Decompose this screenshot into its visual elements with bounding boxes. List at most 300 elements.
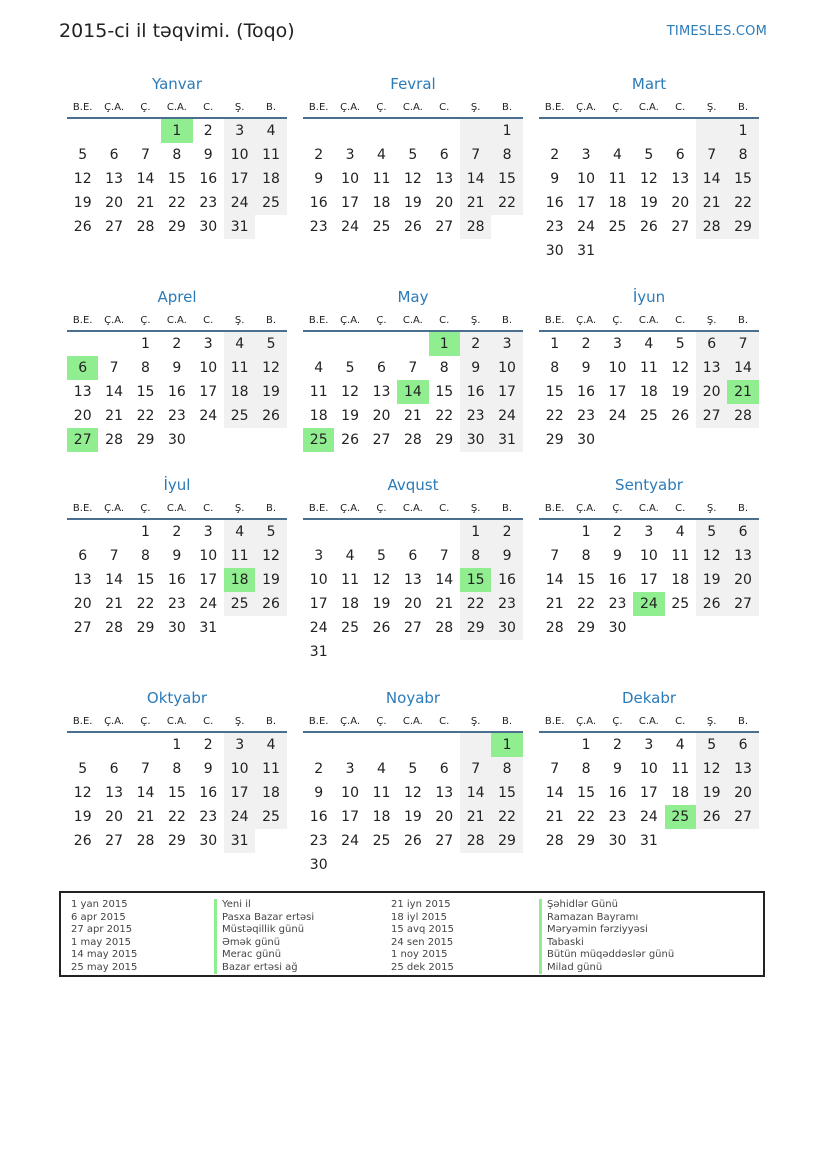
day-cell: 22	[727, 191, 758, 215]
day-cell: 24	[608, 408, 627, 424]
weekday-header: B.	[727, 498, 758, 519]
weekday-header: Ç.A.	[334, 97, 365, 118]
month-name: May	[397, 288, 429, 306]
week-row	[303, 428, 523, 452]
day-cell: 29	[577, 833, 595, 849]
day-cell: 6	[377, 360, 386, 376]
day-cell: 29	[435, 432, 454, 448]
day-cell: 3	[613, 336, 622, 352]
empty-cell	[303, 732, 334, 757]
day-cell: 10	[341, 171, 359, 187]
empty-cell	[429, 853, 460, 877]
day-cell: 15	[491, 781, 522, 805]
day-cell: 13	[435, 785, 454, 801]
day-cell: 28	[460, 829, 491, 853]
week-row	[303, 805, 523, 829]
day-cell: 29	[491, 829, 522, 853]
weekday-header: B.E.	[67, 310, 98, 331]
month-name: Mart	[631, 75, 667, 93]
empty-cell	[665, 239, 696, 263]
week-row	[539, 568, 759, 592]
holiday-day-cell: 27	[67, 428, 98, 452]
empty-cell	[696, 239, 727, 263]
day-cell: 11	[341, 572, 359, 588]
month-name: Avqust	[387, 476, 439, 494]
day-cell: 25	[671, 596, 690, 612]
week-row	[303, 640, 523, 664]
weekday-header: C.A.	[633, 310, 664, 331]
weekday-header: C.	[193, 310, 224, 331]
empty-cell	[366, 118, 397, 143]
day-cell: 31	[224, 215, 255, 239]
day-cell: 20	[671, 195, 690, 211]
day-cell: 29	[545, 432, 564, 448]
holiday-day-cell: 6	[67, 356, 98, 380]
weekday-header: B.	[255, 711, 286, 732]
empty-cell	[665, 829, 696, 853]
empty-cell	[130, 118, 161, 143]
day-cell: 20	[105, 809, 123, 825]
empty-cell	[366, 640, 397, 664]
day-cell: 4	[675, 524, 685, 540]
month-name: Yanvar	[151, 75, 203, 93]
holiday-name: Əmək günü	[214, 937, 314, 950]
day-cell: 24	[341, 219, 359, 235]
empty-cell	[255, 428, 286, 452]
day-cell: 16	[460, 380, 491, 404]
day-cell: 10	[577, 171, 595, 187]
day-cell: 26	[255, 592, 286, 616]
empty-cell	[98, 118, 129, 143]
week-row	[539, 404, 759, 428]
month-name: Noyabr	[385, 689, 441, 707]
day-cell: 12	[255, 356, 286, 380]
weekday-header: B.E.	[539, 711, 570, 732]
weekday-header: C.	[665, 97, 696, 118]
day-cell: 10	[639, 761, 658, 777]
month-name: Dekabr	[621, 689, 677, 707]
day-cell: 12	[341, 384, 359, 400]
empty-cell	[98, 519, 129, 544]
day-cell: 5	[78, 761, 88, 777]
day-cell: 25	[608, 219, 627, 235]
week-row	[539, 239, 759, 263]
day-cell: 11	[608, 171, 627, 187]
day-cell: 19	[372, 596, 391, 612]
weekday-header: C.A.	[161, 97, 192, 118]
weekday-header: Ç.	[130, 498, 161, 519]
month-table	[67, 498, 287, 640]
day-cell: 9	[460, 356, 491, 380]
week-row	[67, 781, 287, 805]
day-cell: 8	[581, 548, 591, 564]
day-cell: 27	[696, 404, 727, 428]
day-cell: 11	[671, 761, 690, 777]
week-row	[67, 544, 287, 568]
day-cell: 20	[727, 781, 758, 805]
week-row	[67, 167, 287, 191]
day-cell: 20	[727, 568, 758, 592]
day-cell: 2	[613, 737, 622, 753]
week-row	[67, 404, 287, 428]
day-cell: 18	[372, 195, 391, 211]
day-cell: 2	[613, 524, 622, 540]
day-cell: 7	[696, 143, 727, 167]
empty-cell	[303, 519, 334, 544]
weekday-header: B.E.	[67, 711, 98, 732]
day-cell: 16	[491, 568, 522, 592]
day-cell: 28	[545, 620, 564, 636]
weekday-header: C.	[429, 97, 460, 118]
week-row	[67, 428, 287, 452]
day-cell: 2	[172, 336, 182, 352]
day-cell: 15	[491, 167, 522, 191]
weekday-header: Ç.A.	[98, 711, 129, 732]
day-cell: 2	[203, 123, 213, 139]
day-cell: 30	[545, 243, 564, 259]
week-row	[67, 592, 287, 616]
week-row	[303, 757, 523, 781]
week-row	[67, 829, 287, 853]
day-cell: 13	[696, 356, 727, 380]
week-row	[303, 191, 523, 215]
day-cell: 29	[727, 215, 758, 239]
site-brand-link[interactable]: TIMESLES.COM	[666, 24, 767, 39]
empty-cell	[67, 732, 98, 757]
day-cell: 30	[577, 432, 595, 448]
day-cell: 24	[224, 191, 255, 215]
day-cell: 3	[644, 737, 654, 753]
month-table	[539, 97, 759, 263]
empty-cell	[67, 118, 98, 143]
day-cell: 16	[199, 171, 218, 187]
day-cell: 23	[309, 219, 328, 235]
day-cell: 17	[341, 809, 359, 825]
day-cell: 26	[671, 408, 690, 424]
day-cell: 18	[224, 380, 255, 404]
day-cell: 17	[224, 167, 255, 191]
holiday-day-cell: 1	[491, 732, 522, 757]
day-cell: 6	[696, 331, 727, 356]
day-cell: 7	[727, 331, 758, 356]
day-cell: 3	[644, 524, 654, 540]
day-cell: 22	[577, 596, 595, 612]
week-row	[303, 331, 523, 356]
week-row	[539, 356, 759, 380]
weekday-header: Ş.	[460, 310, 491, 331]
day-cell: 13	[105, 171, 123, 187]
day-cell: 17	[224, 781, 255, 805]
day-cell: 1	[581, 524, 591, 540]
week-row	[303, 544, 523, 568]
weekday-header: Ç.	[366, 498, 397, 519]
week-row	[303, 356, 523, 380]
day-cell: 18	[255, 781, 286, 805]
day-cell: 31	[309, 644, 328, 660]
day-cell: 17	[639, 785, 658, 801]
holiday-names-left	[214, 899, 314, 974]
month-table	[539, 498, 759, 640]
day-cell: 23	[577, 408, 595, 424]
empty-cell	[429, 732, 460, 757]
day-cell: 13	[435, 171, 454, 187]
day-cell: 14	[460, 167, 491, 191]
week-row	[303, 853, 523, 877]
day-cell: 10	[608, 360, 627, 376]
day-cell: 17	[341, 195, 359, 211]
day-cell: 18	[255, 167, 286, 191]
empty-cell	[429, 519, 460, 544]
day-cell: 4	[224, 519, 255, 544]
weekday-header: Ç.A.	[334, 498, 365, 519]
empty-cell	[98, 331, 129, 356]
day-cell: 9	[203, 147, 213, 163]
weekday-header: Ç.A.	[570, 711, 601, 732]
day-cell: 12	[73, 785, 92, 801]
day-cell: 7	[550, 761, 560, 777]
day-cell: 4	[224, 331, 255, 356]
day-cell: 3	[345, 147, 355, 163]
holiday-day-cell: 21	[727, 380, 758, 404]
weekday-header: B.E.	[303, 711, 334, 732]
weekday-header: C.A.	[397, 498, 428, 519]
empty-cell	[602, 118, 633, 143]
day-cell: 31	[224, 829, 255, 853]
empty-cell	[696, 829, 727, 853]
holiday-date: 6 apr 2015	[71, 911, 126, 923]
day-cell: 27	[372, 432, 391, 448]
day-cell: 24	[309, 620, 328, 636]
day-cell: 8	[491, 757, 522, 781]
empty-cell	[460, 732, 491, 757]
month-12	[539, 688, 761, 853]
week-row	[67, 143, 287, 167]
day-cell: 22	[136, 596, 155, 612]
weekday-header: B.	[727, 310, 758, 331]
day-cell: 27	[105, 833, 123, 849]
day-cell: 30	[460, 428, 491, 452]
day-cell: 30	[199, 219, 218, 235]
day-cell: 7	[439, 548, 449, 564]
day-cell: 12	[403, 171, 422, 187]
month-4	[67, 287, 289, 452]
day-cell: 4	[255, 732, 286, 757]
empty-cell	[366, 519, 397, 544]
weekday-header: Ç.	[602, 97, 633, 118]
empty-cell	[727, 239, 758, 263]
week-row	[303, 143, 523, 167]
weekday-header: C.	[429, 498, 460, 519]
day-cell: 7	[141, 147, 150, 163]
day-cell: 5	[675, 336, 685, 352]
day-cell: 20	[435, 195, 454, 211]
holiday-day-cell: 15	[460, 568, 491, 592]
day-cell: 22	[167, 809, 186, 825]
week-row	[67, 380, 287, 404]
day-cell: 6	[439, 147, 449, 163]
weekday-header: Ç.	[366, 711, 397, 732]
day-cell: 22	[491, 191, 522, 215]
day-cell: 20	[73, 408, 92, 424]
day-cell: 22	[136, 408, 155, 424]
month-3	[539, 74, 761, 263]
empty-cell	[539, 732, 570, 757]
empty-cell	[429, 118, 460, 143]
day-cell: 9	[172, 360, 182, 376]
day-cell: 25	[372, 219, 391, 235]
week-row	[303, 380, 523, 404]
day-cell: 19	[73, 195, 92, 211]
weekday-header: C.A.	[161, 498, 192, 519]
day-cell: 23	[199, 195, 218, 211]
month-1	[67, 74, 289, 239]
empty-cell	[366, 853, 397, 877]
day-cell: 8	[550, 360, 560, 376]
day-cell: 17	[309, 596, 328, 612]
empty-cell	[460, 853, 491, 877]
empty-cell	[633, 239, 664, 263]
day-cell: 26	[639, 219, 658, 235]
holiday-name: Müstəqillik günü	[214, 924, 314, 937]
weekday-header: Ç.	[602, 310, 633, 331]
weekday-header: C.	[193, 97, 224, 118]
day-cell: 11	[309, 384, 328, 400]
empty-cell	[255, 215, 286, 239]
day-cell: 2	[203, 737, 213, 753]
month-8	[303, 475, 525, 664]
weekday-header: C.A.	[397, 711, 428, 732]
weekday-header: B.E.	[539, 97, 570, 118]
empty-cell	[491, 215, 522, 239]
day-cell: 25	[341, 620, 359, 636]
day-cell: 30	[491, 616, 522, 640]
day-cell: 31	[491, 428, 522, 452]
day-cell: 26	[341, 432, 359, 448]
day-cell: 12	[696, 544, 727, 568]
day-cell: 12	[639, 171, 658, 187]
page-title: 2015-ci il təqvimi. (Toqo)	[59, 20, 295, 42]
week-row	[303, 829, 523, 853]
empty-cell	[397, 640, 428, 664]
weekday-header: Ş.	[696, 498, 727, 519]
day-cell: 15	[545, 384, 564, 400]
day-cell: 9	[314, 171, 324, 187]
empty-cell	[255, 829, 286, 853]
weekday-header: C.	[665, 310, 696, 331]
holiday-date: 24 sen 2015	[391, 936, 454, 948]
empty-cell	[665, 118, 696, 143]
day-cell: 25	[224, 592, 255, 616]
day-cell: 30	[167, 432, 186, 448]
weekday-header: Ş.	[696, 310, 727, 331]
day-cell: 20	[435, 809, 454, 825]
week-row	[67, 331, 287, 356]
week-row	[67, 215, 287, 239]
day-cell: 10	[341, 785, 359, 801]
weekday-header: B.E.	[67, 498, 98, 519]
week-row	[539, 829, 759, 853]
holiday-name: Pasxa Bazar ertəsi	[214, 912, 314, 925]
day-cell: 8	[172, 761, 182, 777]
day-cell: 5	[377, 548, 386, 564]
day-cell: 2	[581, 336, 591, 352]
month-name: Fevral	[390, 75, 436, 93]
day-cell: 2	[314, 147, 324, 163]
day-cell: 14	[435, 572, 454, 588]
day-cell: 1	[491, 118, 522, 143]
weekday-header: Ş.	[696, 97, 727, 118]
day-cell: 12	[255, 544, 286, 568]
weekday-header: Ç.	[366, 97, 397, 118]
week-row	[303, 781, 523, 805]
empty-cell	[696, 428, 727, 452]
weekday-header: Ç.	[366, 310, 397, 331]
day-cell: 14	[696, 167, 727, 191]
week-row	[539, 757, 759, 781]
day-cell: 6	[78, 548, 88, 564]
weekday-header: Ş.	[224, 498, 255, 519]
month-table	[303, 498, 523, 664]
day-cell: 13	[671, 171, 690, 187]
day-cell: 13	[73, 384, 92, 400]
weekday-header: B.	[255, 97, 286, 118]
day-cell: 18	[608, 195, 627, 211]
empty-cell	[602, 239, 633, 263]
holiday-day-cell: 14	[397, 380, 428, 404]
day-cell: 21	[435, 596, 454, 612]
day-cell: 2	[314, 761, 324, 777]
weekday-header: C.A.	[397, 310, 428, 331]
day-cell: 23	[309, 833, 328, 849]
week-row	[539, 428, 759, 452]
day-cell: 1	[727, 118, 758, 143]
holiday-name: Bütün müqəddəslər günü	[539, 949, 674, 962]
week-row	[303, 732, 523, 757]
day-cell: 18	[671, 785, 690, 801]
day-cell: 16	[608, 785, 627, 801]
holiday-day-cell: 25	[665, 805, 696, 829]
holiday-day-cell: 18	[224, 568, 255, 592]
day-cell: 12	[372, 572, 391, 588]
day-cell: 19	[696, 568, 727, 592]
day-cell: 9	[581, 360, 591, 376]
day-cell: 13	[73, 572, 92, 588]
day-cell: 27	[727, 805, 758, 829]
day-cell: 17	[199, 384, 218, 400]
day-cell: 4	[345, 548, 355, 564]
day-cell: 21	[545, 596, 564, 612]
month-2	[303, 74, 525, 239]
day-cell: 4	[255, 118, 286, 143]
day-cell: 8	[141, 548, 150, 564]
day-cell: 27	[73, 620, 92, 636]
day-cell: 11	[639, 360, 658, 376]
week-row	[67, 118, 287, 143]
week-row	[539, 331, 759, 356]
empty-cell	[224, 616, 255, 640]
holiday-name: Yeni il	[214, 899, 314, 912]
day-cell: 4	[377, 761, 386, 777]
day-cell: 12	[671, 360, 690, 376]
month-name: İyul	[163, 476, 191, 494]
empty-cell	[67, 519, 98, 544]
day-cell: 25	[639, 408, 658, 424]
day-cell: 13	[105, 785, 123, 801]
day-cell: 17	[639, 572, 658, 588]
weekday-header: B.E.	[303, 310, 334, 331]
week-row	[303, 167, 523, 191]
month-name: Aprel	[157, 288, 197, 306]
